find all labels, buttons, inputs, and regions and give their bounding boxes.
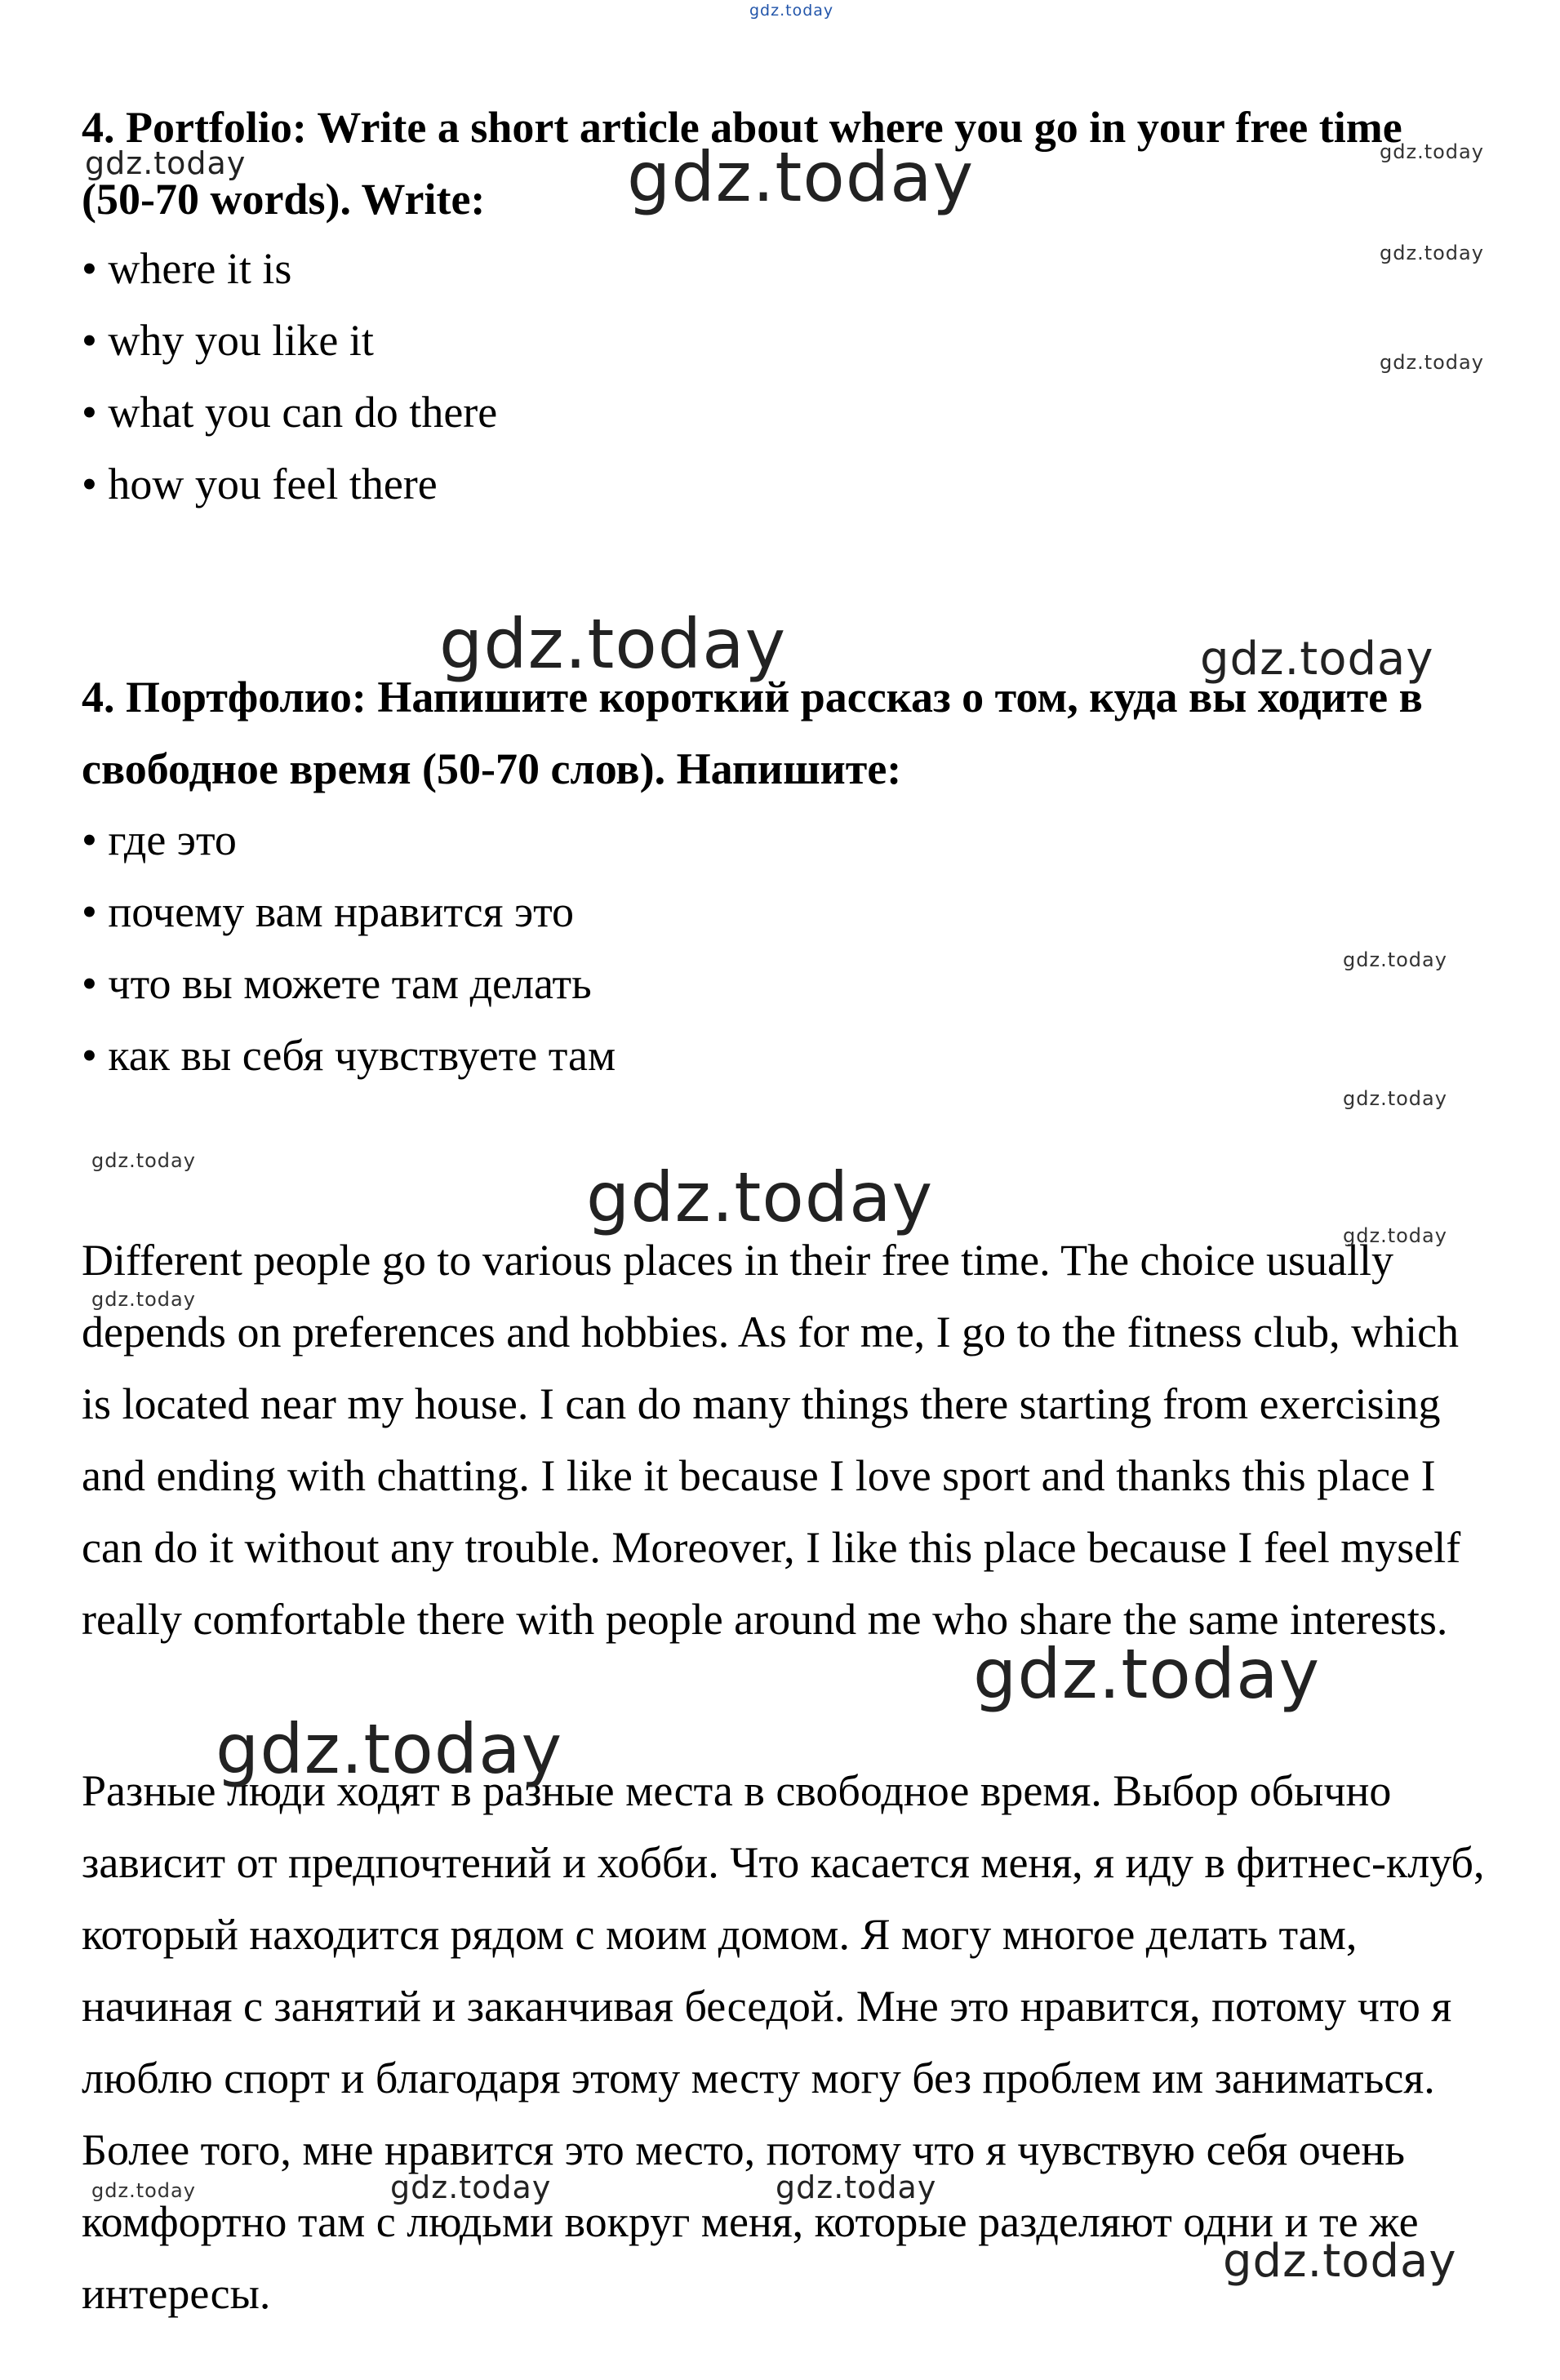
watermark: gdz.today	[627, 137, 975, 217]
english-bullet-how: • how you feel there	[82, 448, 1486, 520]
watermark: gdz.today	[973, 1634, 1321, 1714]
watermark: gdz.today	[91, 1149, 196, 1172]
russian-bullet-why: • почему вам нравится это	[82, 876, 1486, 948]
english-bullet-what: • what you can do there	[82, 376, 1486, 448]
russian-task-heading: 4. Портфолио: Напишите короткий рассказ о том, куда вы ходите в свободное время (50-70 слов). Напишите:	[82, 673, 1423, 793]
watermark: gdz.today	[1343, 948, 1447, 971]
watermark: gdz.today	[91, 1288, 196, 1311]
watermark: gdz.today	[776, 2169, 937, 2205]
watermark: gdz.today	[1380, 351, 1484, 374]
english-bullet-why: • why you like it	[82, 304, 1486, 376]
english-task-heading: 4. Portfolio: Write a short article about where you go in your free time (50-70 words). Write:	[82, 103, 1402, 224]
watermark: gdz.today	[439, 604, 787, 684]
watermark: gdz.today	[1223, 2235, 1457, 2288]
english-task-bullets	[82, 233, 1486, 520]
russian-answer-paragraph: Разные люди ходят в разные места в свободное время. Выбор обычно зависит от предпочтений и хобби. Что касается меня, я иду в фитнес-клуб, который находится рядом с моим домом. Я могу многое делать там, начиная с занятий и заканчивая беседой. Мне это нравится, потому что я люблю спорт и благодаря этому месту могу без проблем им заниматься. Более того, мне нравится это место, потому что я чувствую себя очень комфортно там с людьми вокруг меня, которые разделяют одни и те же интересы.	[82, 1766, 1485, 2318]
watermark: gdz.today	[1380, 140, 1484, 163]
russian-bullet-where: • где это	[82, 804, 1486, 876]
watermark: gdz.today	[91, 2179, 196, 2202]
watermark: gdz.today	[1380, 242, 1484, 264]
watermark: gdz.today	[85, 145, 247, 181]
watermark: gdz.today	[1200, 633, 1434, 686]
russian-bullet-what: • что вы можете там делать	[82, 948, 1486, 1019]
russian-task-bullets	[82, 804, 1486, 1091]
watermark-top: gdz.today	[749, 2, 834, 20]
watermark: gdz.today	[586, 1157, 934, 1237]
watermark: gdz.today	[1343, 1087, 1447, 1110]
english-bullet-where: • where it is	[82, 233, 1486, 304]
english-answer-paragraph: Different people go to various places in their free time. The choice usually depends on preferences and hobbies. As for me, I go to the fitness club, which is located near my house. I can do many things there starting from exercising and ending with chatting. I like it because I love sport and thanks this place I can do it without any trouble. Moreover, I like this place because I feel myself really comfortable there with people around me who share the same interests.	[82, 1236, 1461, 1644]
watermark: gdz.today	[1343, 1224, 1447, 1247]
russian-bullet-how: • как вы себя чувствуете там	[82, 1019, 1486, 1091]
watermark: gdz.today	[390, 2169, 552, 2205]
watermark: gdz.today	[216, 1709, 563, 1789]
